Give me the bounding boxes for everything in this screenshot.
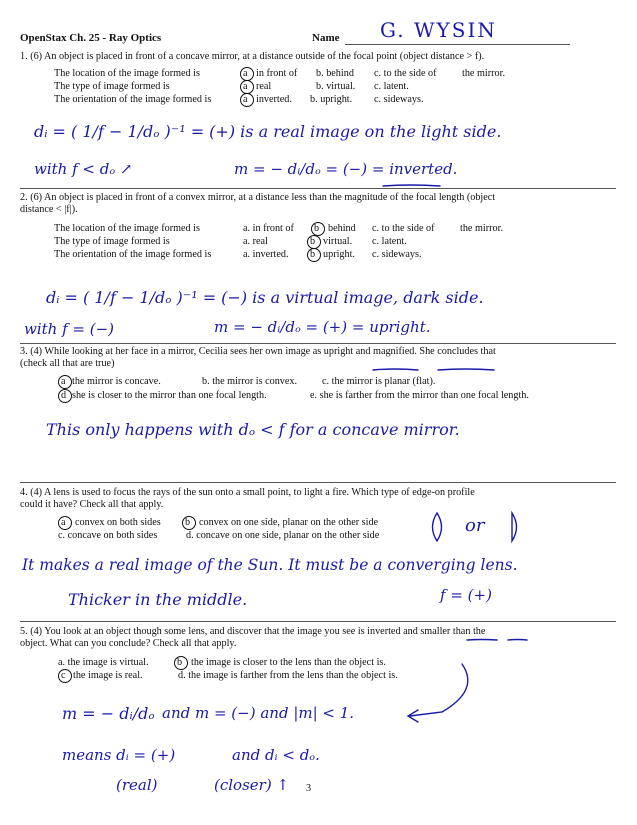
q4-option-d: d. concave on one side, planar on the other side <box>186 530 380 541</box>
q1-row1-label: The location of the image formed is <box>54 68 200 79</box>
q5-curved-arrow <box>410 664 468 716</box>
page-number: 3 <box>306 783 312 794</box>
q1-row2-option-b: b. virtual. <box>316 81 356 92</box>
q2-row3-option-b-letter: b <box>310 249 316 260</box>
q5-stem-line1: 5. (4) You look at an object though some lens, and discover that the image you see is inverted and smaller than the <box>20 626 486 637</box>
q3-option-e: e. she is farther from the mirror than one focal length. <box>310 390 529 401</box>
q2-row1-option-b-letter: b <box>314 223 320 234</box>
q1-row2-label: The type of image formed is <box>54 81 170 92</box>
q1-row2-option-c: c. latent. <box>374 81 409 92</box>
q4-answer-line1: It makes a real image of the Sun. It must be a converging lens. <box>22 556 518 574</box>
q3-stem-line2: (check all that are true) <box>20 358 115 369</box>
q4-answer-line2b: f = (+) <box>440 586 492 604</box>
q1-answer-line2a: with f < dₒ ↗ <box>34 160 133 178</box>
q1-row1-tail: the mirror. <box>462 68 506 79</box>
q1-row1-option-a-letter: a <box>243 68 248 79</box>
q3-option-d: she is closer to the mirror than one focal length. <box>72 390 267 401</box>
q5-answer-line2a: means dᵢ = (+) <box>62 746 176 764</box>
q2-answer-line2b: m = − dᵢ/dₒ = (+) = upright. <box>214 318 431 336</box>
q4-answer-line2a: Thicker in the middle. <box>68 590 248 609</box>
q1-row3-option-a-letter: a <box>243 94 248 105</box>
q5-answer-line3a: (real) <box>116 776 158 794</box>
q2-answer-line2a: with f = (−) <box>24 320 115 338</box>
q1-answer-line1: dᵢ = ( 1/f − 1/dₒ )⁻¹ = (+) is a real image on the light side. <box>34 122 502 141</box>
q5-option-a: a. the image is virtual. <box>58 657 149 668</box>
q2-row1-option-c: c. to the side of <box>372 223 435 234</box>
q1-row1-option-c: c. to the side of <box>374 68 437 79</box>
q2-answer-line1: dᵢ = ( 1/f − 1/dₒ )⁻¹ = (−) is a virtual image, dark side. <box>46 288 484 307</box>
q5-option-b: the image is closer to the lens than the object is. <box>191 657 386 668</box>
q3-underline-ink-1 <box>373 369 418 370</box>
q2-row2-option-b-letter: b <box>310 236 316 247</box>
q1-row3-label: The orientation of the image formed is <box>54 94 212 105</box>
q4-stem-line1: 4. (4) A lens is used to focus the rays of the sun onto a small point, to light a fire. Which type of edge-on profile <box>20 487 475 498</box>
q1-underline-ink <box>383 185 440 186</box>
q1-row1-option-b: b. behind <box>316 68 354 79</box>
q5-answer-line3b: (closer) ↑ <box>214 776 290 794</box>
q4-option-a: convex on both sides <box>75 517 161 528</box>
q5-option-c: the image is real. <box>73 670 143 681</box>
q3-option-d-letter: d <box>61 390 67 401</box>
q1-row1-option-a: in front of <box>256 68 298 79</box>
q2-row2-option-b: virtual. <box>323 236 353 247</box>
course-title: OpenStax Ch. 25 - Ray Optics <box>20 32 162 44</box>
q4-planoconvex-lens-sketch <box>512 513 517 541</box>
q4-option-b: convex on one side, planar on the other side <box>199 517 379 528</box>
q3-option-a-letter: a <box>61 376 66 387</box>
q2-row2-option-c: c. latent. <box>372 236 407 247</box>
q2-row1-option-a: a. in front of <box>243 223 294 234</box>
q2-row2-label: The type of image formed is <box>54 236 170 247</box>
q3-option-c: c. the mirror is planar (flat). <box>322 376 436 387</box>
q4-stem-line2: could it have? Check all that apply. <box>20 499 164 510</box>
q2-row1-option-b: behind <box>328 223 356 234</box>
q2-row3-label: The orientation of the image formed is <box>54 249 212 260</box>
q2-row3-option-a: a. inverted. <box>243 249 289 260</box>
q1-row2-option-a: real <box>256 81 272 92</box>
q1-row3-option-c: c. sideways. <box>374 94 424 105</box>
q1-row3-option-b: b. upright. <box>310 94 353 105</box>
q5-option-d: d. the image is farther from the lens than the object is. <box>178 670 398 681</box>
q2-stem-line1: 2. (6) An object is placed in front of a convex mirror, at a distance less than the magnitude of the focal length (object <box>20 192 496 203</box>
q1-stem: 1. (6) An object is placed in front of a concave mirror, at a distance outside of the focal point (object distance > f). <box>20 51 485 62</box>
q2-row2-option-a: a. real <box>243 236 268 247</box>
q3-option-a: the mirror is concave. <box>72 376 161 387</box>
q4-option-c: c. concave on both sides <box>58 530 158 541</box>
q1-answer-line2b: m = − dᵢ/dₒ = (−) = inverted. <box>234 160 458 178</box>
q5-answer-line2b: and dᵢ < dₒ. <box>232 746 320 764</box>
q5-option-c-letter: c <box>61 670 66 681</box>
q2-row3-option-c: c. sideways. <box>372 249 422 260</box>
q3-option-b: b. the mirror is convex. <box>202 376 298 387</box>
student-name: G. WYSIN <box>380 18 497 42</box>
q1-row2-option-a-letter: a <box>243 81 248 92</box>
q3-answer: This only happens with dₒ < f for a concave mirror. <box>46 420 460 439</box>
q2-row1-label: The location of the image formed is <box>54 223 200 234</box>
q4-sketch-or: or <box>465 515 485 536</box>
q4-option-a-letter: a <box>61 517 66 528</box>
q2-stem-line2: distance < |f|). <box>20 204 78 215</box>
q2-row3-option-b: upright. <box>323 249 355 260</box>
q2-row1-tail: the mirror. <box>460 223 504 234</box>
q5-answer-line1a: m = − dᵢ/dₒ <box>62 704 155 723</box>
name-label: Name <box>312 32 340 44</box>
q5-stem-line2: object. What can you conclude? Check all that apply. <box>20 638 237 649</box>
q3-underline-ink-2 <box>438 369 494 370</box>
q5-underline-ink-2 <box>508 640 527 641</box>
q5-option-b-letter: b <box>177 657 183 668</box>
q1-row3-option-a: inverted. <box>256 94 292 105</box>
q4-option-b-letter: b <box>185 517 191 528</box>
q5-answer-line1b: and m = (−) and |m| < 1. <box>162 704 355 722</box>
q4-biconvex-lens-sketch <box>433 513 442 541</box>
q5-underline-ink-1 <box>467 640 497 641</box>
q3-stem-line1: 3. (4) While looking at her face in a mirror, Cecilia sees her own image as upright and magnified. She concludes that <box>20 346 496 357</box>
